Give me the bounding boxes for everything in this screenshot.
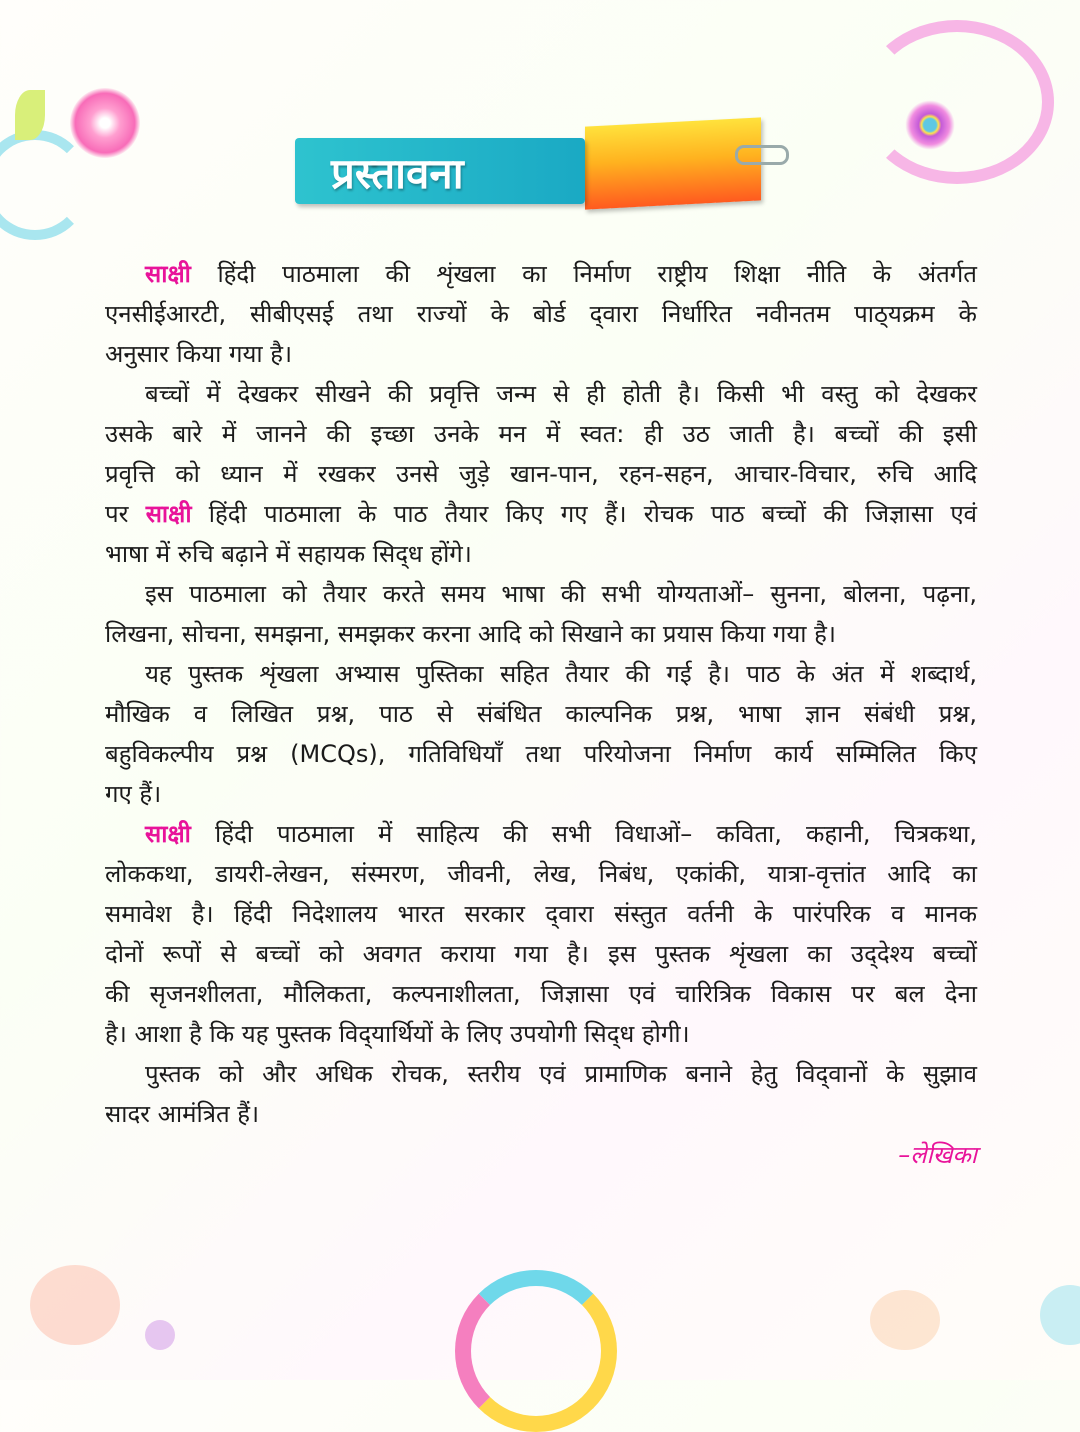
text-line [105,854,977,894]
text-segment: प्रवृत्ति को ध्यान में रखकर उनसे जुड़े खान-पान, रहन-सहन, आचार-विचार, रुचि आदि [105,460,977,488]
text-line [105,454,977,494]
text-line [105,734,977,774]
text-line [105,374,977,414]
paragraph [105,254,977,374]
text-line [105,1094,977,1134]
text-segment: एनसीईआरटी, सीबीएसई तथा राज्यों के बोर्ड द्‌वारा निर्धारित नवीनतम पाठ्‌यक्रम के [105,300,977,328]
swirl-decoration-left [0,130,90,240]
paperclip-icon [735,145,789,165]
text-line [105,294,977,334]
text-segment: हिंदी पाठमाला की शृंखला का निर्माण राष्ट्रीय शिक्षा नीति के अंतर्गत [190,260,977,288]
text-segment: गए हैं। [105,780,162,808]
swirl-decoration-top-right [860,20,1054,184]
text-line [105,894,977,934]
leaf-decoration [15,90,45,140]
text-segment: यह पुस्तक शृंखला अभ्यास पुस्तिका सहित तैयार की गई है। पाठ के अंत में शब्दार्थ, [145,660,977,688]
text-line [105,694,977,734]
text-line [105,614,977,654]
bubble-decoration [1040,1285,1080,1345]
rings-decoration [455,1270,617,1432]
signature: –लेखिका [898,1141,977,1169]
paragraph [105,374,977,574]
brand-name: साक्षी [145,820,191,848]
paragraph [105,654,977,814]
text-line [105,414,977,454]
text-segment: बच्चों में देखकर सीखने की प्रवृत्ति जन्म से ही होती है। किसी भी वस्तु को देखकर [145,380,977,408]
text-line [105,934,977,974]
text-line [105,814,977,854]
text-line [105,654,977,694]
brand-name: साक्षी [145,260,191,288]
brand-name: साक्षी [145,500,192,528]
text-segment: हिंदी पाठमाला में साहित्य की सभी विधाओं– कविता, कहानी, चित्रकथा, [190,820,977,848]
text-segment: सादर आमंत्रित हैं। [105,1100,260,1128]
paragraph [105,1054,977,1134]
text-line [105,1054,977,1094]
text-line [105,494,977,534]
text-line [105,1014,977,1054]
title-tag-decoration [585,117,761,209]
text-segment: पुस्तक को और अधिक रोचक, स्तरीय एवं प्रामाणिक बनाने हेतु विद्‌वानों के सुझाव [145,1060,977,1088]
text-line [105,254,977,294]
text-line [105,774,977,814]
bubble-decoration [870,1290,940,1350]
text-segment: उसके बारे में जानने की इच्छा उनके मन में स्वत: ही उठ जाती है। बच्चों की इसी [105,420,977,448]
text-segment: है। आशा है कि यह पुस्तक विद्‌यार्थियों के लिए उपयोगी सिद्‌ध होगी। [105,1020,690,1048]
paragraph [105,574,977,654]
text-segment: अनुसार किया गया है। [105,340,293,368]
title-banner [295,138,585,204]
bubble-decoration [30,1265,120,1345]
text-segment: लोककथा, डायरी-लेखन, संस्मरण, जीवनी, लेख, निबंध, एकांकी, यात्रा-वृत्तांत आदि का [105,860,977,888]
flower-decoration-top-left [70,88,140,158]
text-line [105,574,977,614]
text-segment: समावेश है। हिंदी निदेशालय भारत सरकार द्‌वारा संस्तुत वर्तनी के पारंपरिक व मानक [105,900,977,928]
text-segment: लिखना, सोचना, समझना, समझकर करना आदि को सिखाने का प्रयास किया गया है। [105,620,836,648]
text-segment: की सृजनशीलता, मौलिकता, कल्पनाशीलता, जिज्ञासा एवं चारित्रिक विकास पर बल देना [105,980,977,1008]
text-segment: इस पाठमाला को तैयार करते समय भाषा की सभी योग्यताओं– सुनना, बोलना, पढ़ना, [145,580,977,608]
page-title: प्रस्तावना [331,149,464,198]
text-segment: भाषा में रुचि बढ़ाने में सहायक सिद्‌ध होंगे। [105,540,472,568]
text-segment: पर [105,500,146,528]
text-line [105,974,977,1014]
preface-body [105,254,977,1134]
text-line [105,334,977,374]
paragraph [105,814,977,1054]
text-line [105,534,977,574]
text-segment: दोनों रूपों से बच्चों को अवगत कराया गया है। इस पुस्तक शृंखला का उद्‌देश्य बच्चों [105,940,977,968]
text-segment: मौखिक व लिखित प्रश्न, पाठ से संबंधित काल्पनिक प्रश्न, भाषा ज्ञान संबंधी प्रश्न, [105,700,977,728]
text-segment: बहुविकल्पीय प्रश्न (MCQs), गतिविधियाँ तथा परियोजना निर्माण कार्य सम्मिलित किए [105,740,977,768]
bubble-decoration [145,1320,175,1350]
flower-decoration-top-right [905,100,955,150]
text-segment: हिंदी पाठमाला के पाठ तैयार किए गए हैं। रोचक पाठ बच्चों की जिज्ञासा एवं [191,500,977,528]
